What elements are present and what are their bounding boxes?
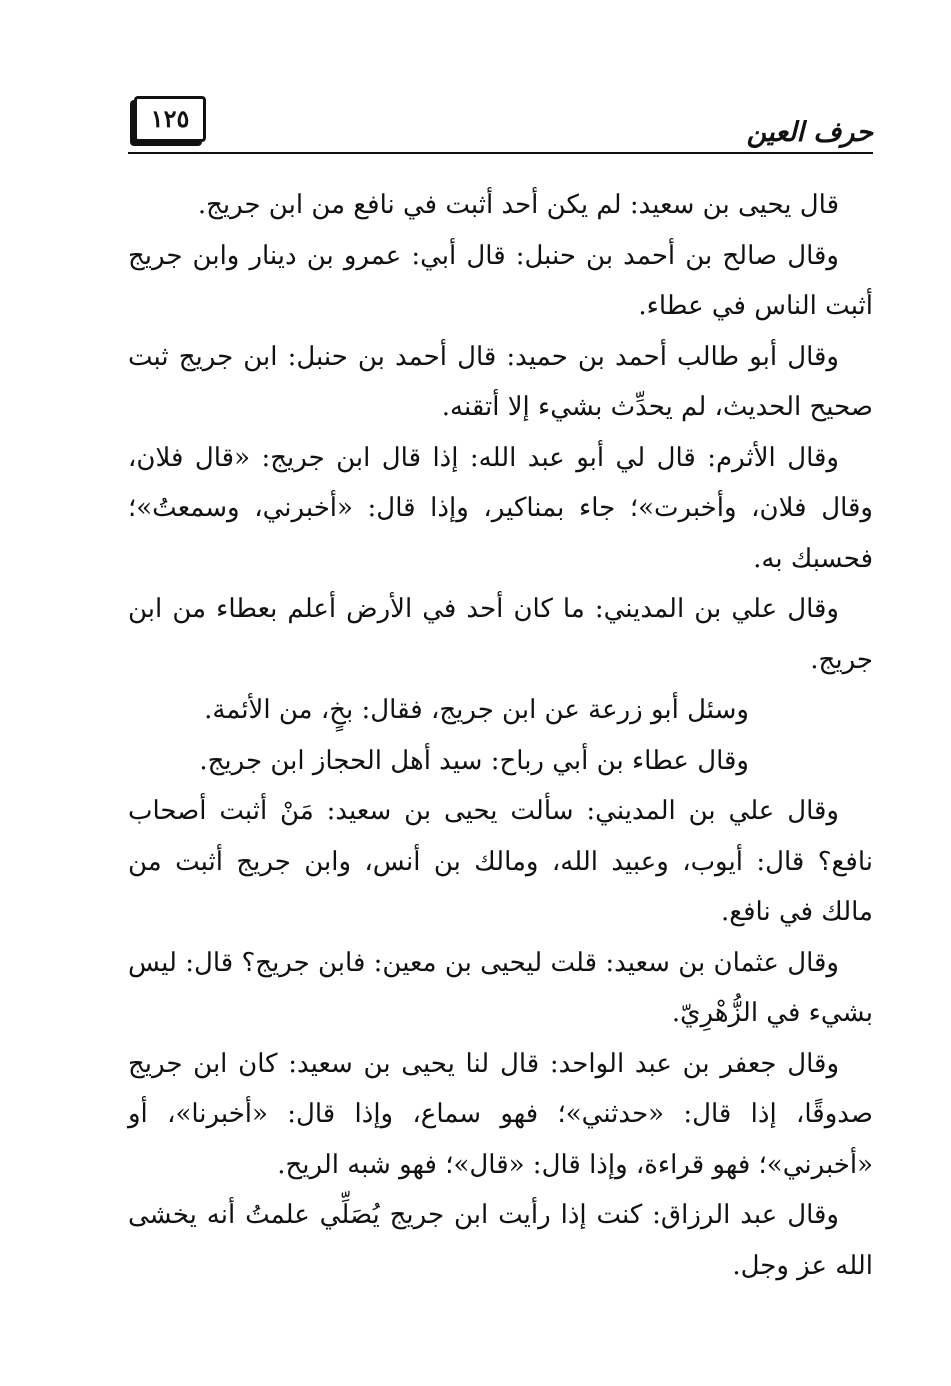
body-text [128, 180, 873, 1291]
paragraph: وقال علي بن المديني: سألت يحيى بن سعيد: مَنْ أثبت أصحاب نافع؟ قال: أيوب، وعبيد الله، ومالك بن أنس، وابن جريج أثبت من مالك في نافع. [128, 796, 873, 927]
paragraph: وسئل أبو زرعة عن ابن جريج، فقال: بخٍ، من الأئمة. [204, 695, 749, 725]
page-number: ١٢٥ [150, 104, 190, 133]
paragraph: قال يحيى بن سعيد: لم يكن أحد أثبت في نافع من ابن جريج. [197, 190, 839, 220]
paragraph: وقال عطاء بن أبي رباح: سيد أهل الحجاز ابن جريج. [199, 745, 749, 776]
running-title: حرف العين [746, 117, 873, 148]
header-rule [128, 152, 873, 154]
paragraph: وقال أبو طالب أحمد بن حميد: قال أحمد بن حنبل: ابن جريج ثبت صحيح الحديث، لم يحدِّث بشيء إلا أتقنه. [128, 341, 873, 422]
paragraph: وقال عثمان بن سعيد: قلت ليحيى بن معين: فابن جريج؟ قال: ليس بشيء في الزُّهْرِيّ. [128, 947, 873, 1028]
page-header [128, 92, 873, 154]
paragraph: وقال علي بن المديني: ما كان أحد في الأرض أعلم بعطاء من ابن جريج. [128, 594, 873, 675]
paragraph: وقال جعفر بن عبد الواحد: قال لنا يحيى بن سعيد: كان ابن جريج صدوقًا، إذا قال: «حدثني»؛ فهو سماع، وإذا قال: «أخبرنا»، أو «أخبرني»؛ فهو قراءة، وإذا قال: «قال»؛ فهو شبه الريح. [128, 1048, 873, 1180]
paragraph: وقال عبد الرزاق: كنت إذا رأيت ابن جريج يُصَلِّي علمتُ أنه يخشى الله عز وجل. [128, 1200, 873, 1281]
page-number-box [134, 96, 206, 142]
paragraph: وقال الأثرم: قال لي أبو عبد الله: إذا قال ابن جريج: «قال فلان، وقال فلان، وأخبرت»؛ جاء بمناكير، وإذا قال: «أخبرني، وسمعتُ»؛ فحسبك به. [128, 442, 873, 574]
paragraph: وقال صالح بن أحمد بن حنبل: قال أبي: عمرو بن دينار وابن جريج أثبت الناس في عطاء. [128, 240, 873, 321]
